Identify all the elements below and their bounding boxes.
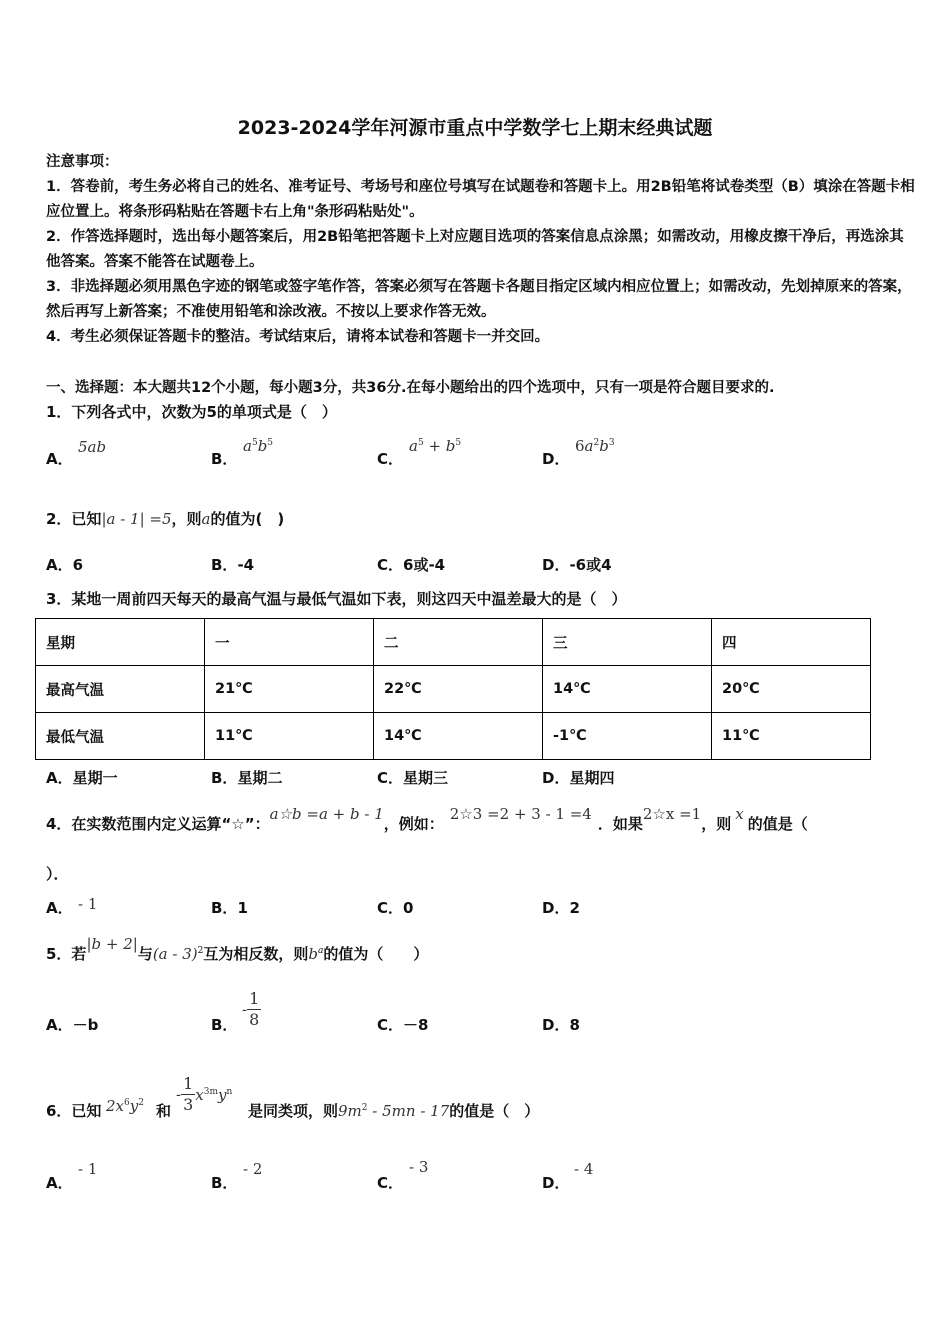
q6-term-2: - $\frac{1}{3}$ $x^{3m}y^n$ <box>176 1074 233 1114</box>
q2-option-b: B．-4 <box>211 556 255 574</box>
q6-stem-pre: 6．已知 <box>46 1102 102 1120</box>
table-cell: 星期 <box>36 619 205 666</box>
q1-label-a: A． <box>46 450 73 468</box>
q1-option-a: 5ab <box>78 438 107 456</box>
q2-expr: |a - 1| =5 <box>101 510 172 528</box>
table-cell: -1℃ <box>543 713 712 760</box>
notice-item-3: 3．非选择题必须用黑色字迹的钢笔或签字笔作答，答案必须写在答题卡各题目指定区域内相应位置上；如需改动，先划掉原来的答案，然后再写上新答案；不准使用铅笔和涂改液。不按以上要求作答无效。 <box>46 279 912 320</box>
q4-option-b: B．1 <box>211 899 248 917</box>
table-cell: 最低气温 <box>36 713 205 760</box>
q4-option-a: - 1 <box>78 895 98 913</box>
q3-stem: 3．某地一周前四天每天的最高气温与最低气温如下表，则这四天中温差最大的是（ ） <box>46 590 627 608</box>
q1-option-d: $6a^2b^3$ <box>575 437 615 455</box>
q6-option-b: - 2 <box>243 1160 263 1178</box>
fraction: $\frac{1}{3}$ <box>183 1074 194 1114</box>
q6-option-d: - 4 <box>574 1160 594 1178</box>
q5-option-a: A．－b <box>46 1016 99 1034</box>
q2-option-c: C．6或-4 <box>377 556 446 574</box>
table-row <box>36 619 871 666</box>
q1-stem: 1．下列各式中，次数为5的单项式是（ ） <box>46 403 337 421</box>
q6-stem-post: 是同类项，则$9m^2 - 5mn - 17$的值是（ ） <box>248 1102 540 1120</box>
q2-option-a: A．6 <box>46 556 84 574</box>
q4-stem: 4．在实数范围内定义运算“☆”：a☆b =a + b - 1，例如：2☆3 =2 + 3 - 1 =4．如果2☆x =1，则x的值是（ <box>46 805 808 833</box>
q3-option-d: D．星期四 <box>542 769 615 787</box>
table-cell: 11℃ <box>205 713 374 760</box>
q1-label-c: C． <box>377 450 404 468</box>
q3-option-a: A．星期一 <box>46 769 118 787</box>
q4-label-a: A． <box>46 899 73 917</box>
q5-option-d: D．8 <box>542 1016 580 1034</box>
table-cell: 最高气温 <box>36 666 205 713</box>
q5-label-b: B． <box>211 1016 238 1034</box>
table-row <box>36 713 871 760</box>
q1-label-d: D． <box>542 450 570 468</box>
q2-option-d: D．-6或4 <box>542 556 612 574</box>
q5-option-c: C．－8 <box>377 1016 429 1034</box>
q6-label-c: C． <box>377 1174 404 1192</box>
q4-stem-continued: ）． <box>46 865 69 883</box>
q1-label-b: B． <box>211 450 238 468</box>
table-cell: 22℃ <box>374 666 543 713</box>
fraction: $\frac{1}{8}$ <box>249 989 260 1029</box>
table-cell: 14℃ <box>374 713 543 760</box>
table-row <box>36 666 871 713</box>
table-cell: 一 <box>205 619 374 666</box>
table-cell: 20℃ <box>712 666 871 713</box>
table-cell: 四 <box>712 619 871 666</box>
q6-label-a: A． <box>46 1174 73 1192</box>
table-cell: 二 <box>374 619 543 666</box>
table-cell: 21℃ <box>205 666 374 713</box>
q4-option-d: D．2 <box>542 899 580 917</box>
temperature-table <box>35 618 871 760</box>
q6-label-d: D． <box>542 1174 570 1192</box>
q3-option-b: B．星期二 <box>211 769 283 787</box>
q5-option-b: - $\frac{1}{8}$ <box>242 989 260 1029</box>
notice-item-4: 4．考生必须保证答题卡的整洁。考试结束后，请将本试卷和答题卡一并交回。 <box>46 329 550 345</box>
q6-label-b: B． <box>211 1174 238 1192</box>
notice-item-1: 1．答卷前，考生务必将自己的姓名、准考证号、考场号和座位号填写在试题卷和答题卡上。用2B铅笔将试卷类型（B）填涂在答题卡相应位置上。将条形码粘贴在答题卡右上角"条形码粘贴处"。 <box>46 179 915 220</box>
q1-option-b: $a^5b^5$ <box>243 437 274 455</box>
q6-stem-and: 和 <box>156 1102 172 1120</box>
q6-option-c: - 3 <box>409 1158 429 1176</box>
table-cell: 11℃ <box>712 713 871 760</box>
q2-stem: 2．已知|a - 1| =5，则a的值为( ) <box>46 510 285 528</box>
q4-option-c: C．0 <box>377 899 414 917</box>
section-heading: 一、选择题：本大题共12个小题，每小题3分，共36分.在每小题给出的四个选项中，只有一项是符合题目要求的. <box>46 380 775 396</box>
q5-stem: 5．若|b + 2|与(a - 3)$^2$互为相反数，则$b^a$的值为（ ） <box>46 935 429 963</box>
q3-option-c: C．星期三 <box>377 769 449 787</box>
table-cell: 14℃ <box>543 666 712 713</box>
notice-heading: 注意事项： <box>46 154 119 170</box>
notice-item-2: 2．作答选择题时，选出每小题答案后，用2B铅笔把答题卡上对应题目选项的答案信息点涂黑；如需改动，用橡皮擦干净后，再选涂其他答案。答案不能答在试题卷上。 <box>46 229 904 270</box>
q6-option-a: - 1 <box>78 1160 98 1178</box>
page-title: 2023-2024学年河源市重点中学数学七上期末经典试题 <box>237 117 713 139</box>
q6-term-1: $2x^6y^2$ <box>106 1097 144 1115</box>
table-cell: 三 <box>543 619 712 666</box>
q1-option-c: $a^5 + b^5$ <box>409 437 462 455</box>
